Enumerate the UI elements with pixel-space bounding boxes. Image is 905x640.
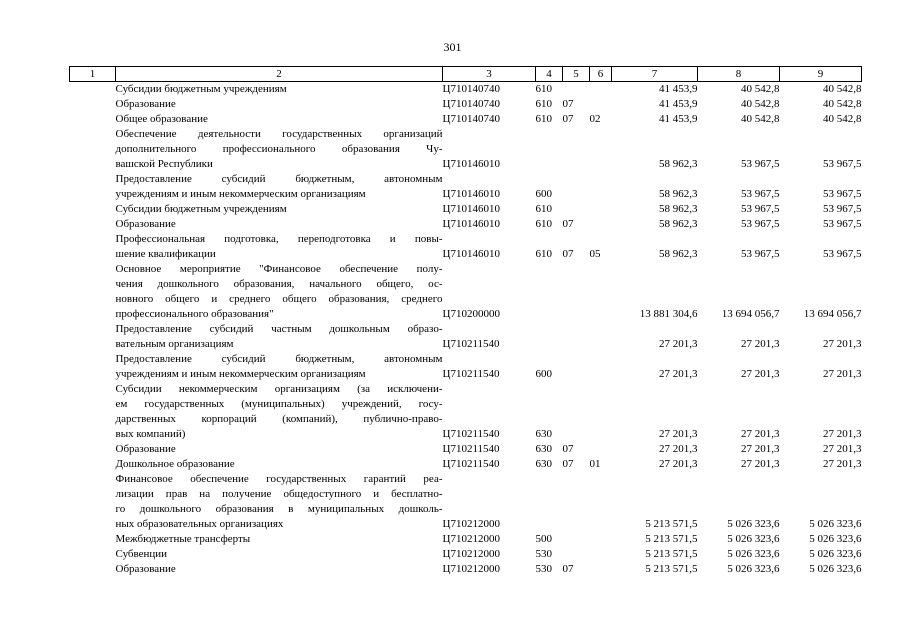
amount-col8: 53 967,5 <box>741 158 780 170</box>
subsection-code <box>590 82 612 98</box>
cell-col1 <box>70 352 116 382</box>
description-line: Обеспечение деятельности государственных организаций <box>115 128 443 140</box>
row-description <box>116 322 443 352</box>
description-line: профессионального образования" <box>115 308 274 320</box>
subsection-code <box>590 547 612 562</box>
amount-col8: 27 201,3 <box>741 458 780 470</box>
amount-col8: 53 967,5 <box>741 248 780 260</box>
target-code: Ц710146010 <box>442 158 500 170</box>
section-code: 07 <box>562 113 574 125</box>
amount-col8: 27 201,3 <box>741 443 780 455</box>
section-code <box>563 472 590 532</box>
expense-type-code <box>536 262 563 322</box>
description-line: го дошкольного образования в муниципальных дошколь- <box>115 503 443 515</box>
description-line: Предоставление субсидий бюджетным, автономным <box>115 173 443 185</box>
target-code: Ц710211540 <box>442 443 500 455</box>
amount-col8: 5 026 323,6 <box>727 563 780 575</box>
amount-col9: 13 694 056,7 <box>803 308 862 320</box>
target-code: Ц710140740 <box>442 83 500 95</box>
description-line: вательным организациям <box>115 338 234 350</box>
amount-col9: 53 967,5 <box>823 248 862 260</box>
target-code: Ц710146010 <box>442 203 500 215</box>
description-line: ем государственных (муниципальных) учреждений, госу- <box>115 398 443 410</box>
target-code: Ц710146010 <box>442 188 500 200</box>
amount-col8: 27 201,3 <box>741 428 780 440</box>
description-line: Профессиональная подготовка, переподготовка и повы- <box>115 233 443 245</box>
row-description <box>116 217 443 232</box>
section-code <box>563 262 590 322</box>
amount-col7: 41 453,9 <box>659 113 698 125</box>
amount-col9: 5 026 323,6 <box>809 518 862 530</box>
section-code: 07 <box>562 98 574 110</box>
target-code: Ц710140740 <box>442 113 500 125</box>
row-description <box>116 472 443 532</box>
column-header-2: 2 <box>116 67 443 82</box>
description-line: лизации прав на получение общедоступного и бесплатно- <box>115 488 443 500</box>
expense-type-code: 610 <box>535 203 552 215</box>
cell-col1 <box>70 127 116 172</box>
description-line: новного общего и среднего общего образования, среднего <box>115 293 443 305</box>
row-description <box>116 97 443 112</box>
table-row <box>70 562 862 577</box>
amount-col8: 13 694 056,7 <box>721 308 780 320</box>
cell-col1 <box>70 202 116 217</box>
amount-col8: 53 967,5 <box>741 188 780 200</box>
target-code: Ц710211540 <box>442 368 500 380</box>
row-description <box>116 82 443 98</box>
description-line: Межбюджетные трансферты <box>115 533 251 545</box>
expense-type-code <box>536 127 563 172</box>
amount-col7: 27 201,3 <box>659 443 698 455</box>
amount-col9: 53 967,5 <box>823 188 862 200</box>
amount-col9: 40 542,8 <box>823 83 862 95</box>
amount-col7: 58 962,3 <box>659 188 698 200</box>
cell-col1 <box>70 562 116 577</box>
expense-type-code: 530 <box>535 563 552 575</box>
target-code: Ц710146010 <box>442 248 500 260</box>
description-line: Субвенции <box>115 548 168 560</box>
description-line: Основное мероприятие "Финансовое обеспечение полу- <box>115 263 443 275</box>
section-code <box>563 202 590 217</box>
table-header-row <box>70 67 862 82</box>
amount-col7: 27 201,3 <box>659 428 698 440</box>
cell-col1 <box>70 442 116 457</box>
amount-col8: 27 201,3 <box>741 368 780 380</box>
description-line: дополнительного профессионального образования Чу- <box>115 143 443 155</box>
amount-col7: 58 962,3 <box>659 158 698 170</box>
section-code <box>563 82 590 98</box>
column-header-3: 3 <box>443 67 536 82</box>
expense-type-code <box>536 472 563 532</box>
amount-col7: 41 453,9 <box>659 83 698 95</box>
section-code <box>563 382 590 442</box>
table-row <box>70 112 862 127</box>
amount-col9: 5 026 323,6 <box>809 548 862 560</box>
subsection-code <box>590 217 612 232</box>
cell-col1 <box>70 232 116 262</box>
row-description <box>116 442 443 457</box>
description-line: Финансовое обеспечение государственных гарантий реа- <box>115 473 443 485</box>
section-code: 07 <box>562 458 574 470</box>
subsection-code <box>590 562 612 577</box>
target-code: Ц710146010 <box>442 218 500 230</box>
subsection-code: 02 <box>589 113 601 125</box>
description-line: Субсидии некоммерческим организациям (за исключени- <box>115 383 443 395</box>
cell-col1 <box>70 472 116 532</box>
description-line: учреждениям и иным некоммерческим организациям <box>115 188 366 200</box>
description-line: Предоставление субсидий частным дошкольным образо- <box>115 323 443 335</box>
expense-type-code <box>536 322 563 352</box>
amount-col8: 53 967,5 <box>741 218 780 230</box>
section-code <box>563 352 590 382</box>
column-header-5: 5 <box>563 67 590 82</box>
subsection-code <box>590 127 612 172</box>
column-header-7: 7 <box>612 67 698 82</box>
amount-col7: 27 201,3 <box>659 368 698 380</box>
amount-col7: 58 962,3 <box>659 203 698 215</box>
column-header-6: 6 <box>590 67 612 82</box>
subsection-code <box>590 472 612 532</box>
expense-type-code: 600 <box>535 188 552 200</box>
amount-col9: 27 201,3 <box>823 368 862 380</box>
row-description <box>116 562 443 577</box>
row-description <box>116 127 443 172</box>
amount-col8: 40 542,8 <box>741 113 780 125</box>
subsection-code: 01 <box>589 458 601 470</box>
row-description <box>116 382 443 442</box>
description-line: Образование <box>115 218 176 230</box>
target-code: Ц710200000 <box>442 308 500 320</box>
target-code: Ц710140740 <box>442 98 500 110</box>
subsection-code: 05 <box>589 248 601 260</box>
description-line: вашской Республики <box>115 158 213 170</box>
column-header-8: 8 <box>698 67 780 82</box>
amount-col8: 5 026 323,6 <box>727 533 780 545</box>
row-description <box>116 532 443 547</box>
amount-col8: 40 542,8 <box>741 83 780 95</box>
amount-col9: 5 026 323,6 <box>809 563 862 575</box>
cell-col1 <box>70 457 116 472</box>
section-code <box>563 322 590 352</box>
cell-col1 <box>70 322 116 352</box>
cell-col1 <box>70 262 116 322</box>
amount-col7: 58 962,3 <box>659 218 698 230</box>
expense-type-code: 500 <box>535 533 552 545</box>
column-header-1: 1 <box>70 67 116 82</box>
subsection-code <box>590 172 612 202</box>
section-code: 07 <box>562 443 574 455</box>
amount-col9: 40 542,8 <box>823 113 862 125</box>
description-line: Образование <box>115 98 176 110</box>
target-code: Ц710211540 <box>442 428 500 440</box>
target-code: Ц710211540 <box>442 338 500 350</box>
row-description <box>116 202 443 217</box>
cell-col1 <box>70 112 116 127</box>
table-row <box>70 82 862 98</box>
table-body <box>70 82 862 578</box>
amount-col9: 53 967,5 <box>823 203 862 215</box>
description-line: Дошкольное образование <box>115 458 235 470</box>
row-description <box>116 112 443 127</box>
cell-col1 <box>70 532 116 547</box>
table-row <box>70 457 862 472</box>
page-number: 301 <box>443 40 462 54</box>
description-line: чения дошкольного образования, начального общего, ос- <box>115 278 443 290</box>
amount-col8: 53 967,5 <box>741 203 780 215</box>
section-code: 07 <box>562 218 574 230</box>
budget-table <box>69 66 862 577</box>
amount-col7: 5 213 571,5 <box>645 533 698 545</box>
subsection-code <box>590 442 612 457</box>
amount-col7: 41 453,9 <box>659 98 698 110</box>
section-code: 07 <box>562 248 574 260</box>
description-line: дарственных корпораций (компаний), публично-право- <box>115 413 443 425</box>
row-description <box>116 352 443 382</box>
subsection-code <box>590 322 612 352</box>
table-row <box>70 352 862 382</box>
table-row <box>70 232 862 262</box>
description-line: шение квалификации <box>115 248 216 260</box>
subsection-code <box>590 202 612 217</box>
amount-col9: 27 201,3 <box>823 428 862 440</box>
table-row <box>70 97 862 112</box>
section-code <box>563 547 590 562</box>
target-code: Ц710211540 <box>442 458 500 470</box>
expense-type-code: 610 <box>535 83 552 95</box>
table-row <box>70 532 862 547</box>
description-line: Предоставление субсидий бюджетным, автономным <box>115 353 443 365</box>
description-line: Образование <box>115 443 176 455</box>
cell-col1 <box>70 172 116 202</box>
target-code: Ц710212000 <box>442 533 500 545</box>
subsection-code <box>590 532 612 547</box>
expense-type-code: 610 <box>535 98 552 110</box>
description-line: Образование <box>115 563 176 575</box>
amount-col7: 27 201,3 <box>659 458 698 470</box>
amount-col9: 27 201,3 <box>823 458 862 470</box>
expense-type-code: 630 <box>535 458 552 470</box>
column-header-4: 4 <box>536 67 563 82</box>
expense-type-code: 610 <box>535 113 552 125</box>
amount-col9: 40 542,8 <box>823 98 862 110</box>
expense-type-code: 610 <box>535 248 552 260</box>
expense-type-code: 600 <box>535 368 552 380</box>
description-line: Субсидии бюджетным учреждениям <box>115 203 287 215</box>
expense-type-code: 630 <box>535 443 552 455</box>
amount-col8: 5 026 323,6 <box>727 548 780 560</box>
amount-col7: 58 962,3 <box>659 248 698 260</box>
amount-col8: 40 542,8 <box>741 98 780 110</box>
section-code <box>563 532 590 547</box>
row-description <box>116 547 443 562</box>
table-row <box>70 217 862 232</box>
table-row <box>70 472 862 532</box>
amount-col9: 5 026 323,6 <box>809 533 862 545</box>
amount-col7: 13 881 304,6 <box>639 308 698 320</box>
description-line: Общее образование <box>115 113 208 125</box>
target-code: Ц710212000 <box>442 563 500 575</box>
amount-col8: 5 026 323,6 <box>727 518 780 530</box>
expense-type-code: 630 <box>535 428 552 440</box>
amount-col9: 53 967,5 <box>823 158 862 170</box>
amount-col8: 27 201,3 <box>741 338 780 350</box>
cell-col1 <box>70 97 116 112</box>
amount-col7: 27 201,3 <box>659 338 698 350</box>
row-description <box>116 172 443 202</box>
target-code: Ц710212000 <box>442 518 500 530</box>
description-line: ных образовательных организациях <box>115 518 284 530</box>
subsection-code <box>590 262 612 322</box>
section-code <box>563 172 590 202</box>
description-line: вых компаний) <box>115 428 186 440</box>
expense-type-code: 610 <box>535 218 552 230</box>
subsection-code <box>590 97 612 112</box>
amount-col7: 5 213 571,5 <box>645 518 698 530</box>
amount-col7: 5 213 571,5 <box>645 548 698 560</box>
amount-col9: 53 967,5 <box>823 218 862 230</box>
section-code <box>563 127 590 172</box>
description-line: учреждениям и иным некоммерческим организациям <box>115 368 366 380</box>
subsection-code <box>590 382 612 442</box>
table-row <box>70 382 862 442</box>
cell-col1 <box>70 217 116 232</box>
table-row <box>70 442 862 457</box>
table-row <box>70 547 862 562</box>
amount-col9: 27 201,3 <box>823 443 862 455</box>
target-code: Ц710212000 <box>442 548 500 560</box>
row-description <box>116 457 443 472</box>
cell-col1 <box>70 382 116 442</box>
section-code: 07 <box>562 563 574 575</box>
table-row <box>70 127 862 172</box>
table-row <box>70 202 862 217</box>
table-row <box>70 262 862 322</box>
description-line: Субсидии бюджетным учреждениям <box>115 83 287 95</box>
row-description <box>116 262 443 322</box>
cell-col1 <box>70 547 116 562</box>
table-row <box>70 322 862 352</box>
subsection-code <box>590 352 612 382</box>
amount-col9: 27 201,3 <box>823 338 862 350</box>
table-row <box>70 172 862 202</box>
expense-type-code: 530 <box>535 548 552 560</box>
row-description <box>116 232 443 262</box>
cell-col1 <box>70 82 116 98</box>
column-header-9: 9 <box>780 67 862 82</box>
amount-col7: 5 213 571,5 <box>645 563 698 575</box>
